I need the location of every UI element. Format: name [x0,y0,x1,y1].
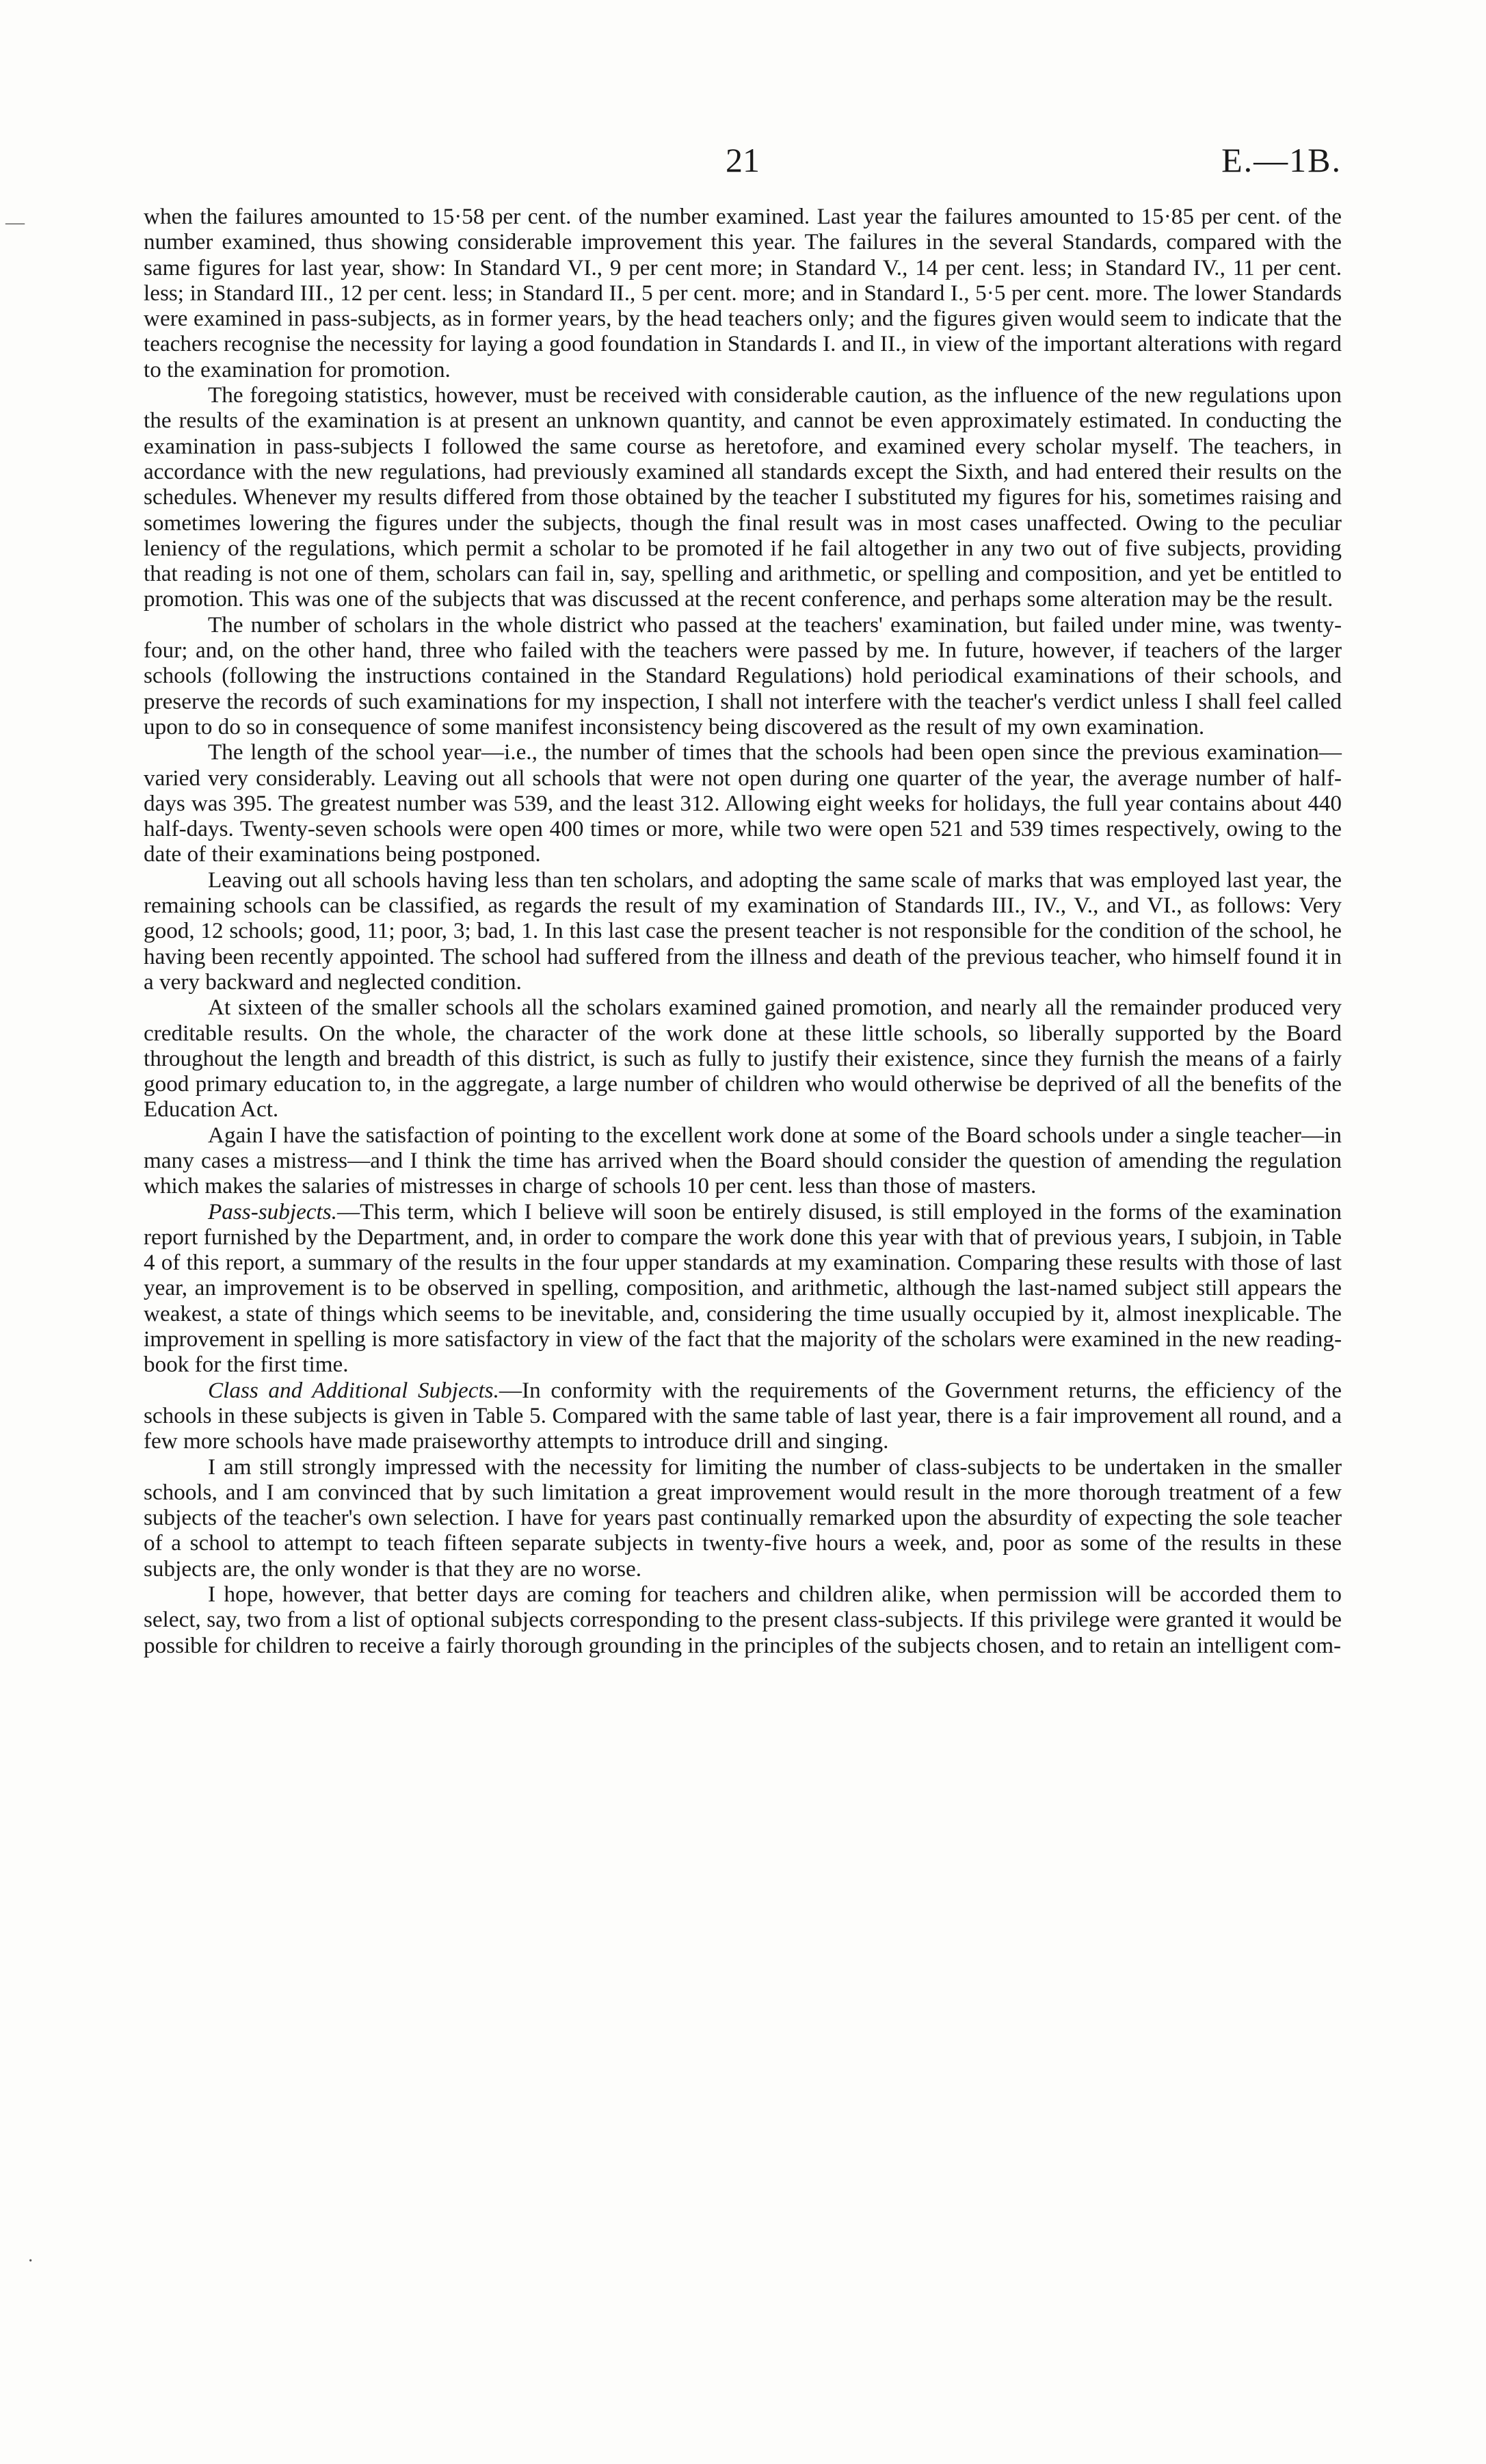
paragraph-heading: Pass-subjects. [208,1198,337,1224]
paragraph: when the failures amounted to 15·58 per cent. of the number examined. Last year the failures amounted to 15·85 per cent. of the number examined, thus showing considerable improvement this year. The failures in the several Standards, compared with the same figures for last year, show: In Standard VI., 9 per cent more; in Standard V., 14 per cent. less; in Standard IV., 11 per cent. less; in Standard III., 12 per cent. less; in Standard II., 5 per cent. more; and in Standard I., 5·5 per cent. more. The lower Standards were examined in pass-subjects, as in former years, by the head teachers only; and the figures given would seem to indicate that the teachers recognise the necessity for laying a good foundation in Standards I. and II., in view of the important alterations with regard to the examination for promotion. [144,204,1342,382]
paragraph: I am still strongly impressed with the necessity for limiting the number of class-subjects to be undertaken in the smaller schools, and I am convinced that by such limitation a great improvement would result in the more thorough treatment of a few subjects of the teacher's own selection. I have for years past continually remarked upon the absurdity of expecting the sole teacher of a school to attempt to teach fifteen separate subjects in twenty-five hours a week, and, poor as some of the results in these subjects are, the only wonder is that they are no worse. [144,1454,1342,1582]
paragraph-heading: Class and Additional Subjects. [208,1377,499,1403]
paragraph: The foregoing statistics, however, must be received with considerable caution, as the influence of the new regulations upon the results of the examination is at present an unknown quantity, and cannot be even approximately estimated. In conducting the examination in pass-subjects I followed the same course as heretofore, and examined every scholar myself. The teachers, in accordance with the new regulations, had previously examined all standards except the Sixth, and had entered their results on the schedules. Whenever my results differed from those obtained by the teacher I substituted my figures for his, sometimes raising and sometimes lowering the figures under the subjects, though the final result was in most cases unaffected. Owing to the peculiar leniency of the regulations, which permit a scholar to be promoted if he fail altogether in any two out of five subjects, providing that reading is not one of them, scholars can fail in, say, spelling and arithmetic, or spelling and composition, and yet be entitled to promotion. This was one of the subjects that was discussed at the recent conference, and perhaps some alteration may be the result. [144,382,1342,612]
paragraph: At sixteen of the smaller schools all the scholars examined gained promotion, and nearly all the remainder produced very creditable results. On the whole, the character of the work done at these little schools, so liberally supported by the Board throughout the length and breadth of this district, is such as fully to justify their existence, since they furnish the means of a fairly good primary education to, in the aggregate, a large number of children who would otherwise be deprived of all the benefits of the Education Act. [144,995,1342,1123]
document-reference: E.—1B. [1221,141,1342,179]
paragraph: Pass-subjects.—This term, which I believe will soon be entirely disused, is still employed in the forms of the examination report furnished by the Department, and, in order to compare the work done this year with that of previous years, I subjoin, in Table 4 of this report, a summary of the results in the four upper standards at my examination. Comparing these results with those of last year, an improvement is to be observed in spelling, composition, and arithmetic, although the last-named subject still appears the weakest, a state of things which seems to be inevitable, and, considering the time usually occupied by it, almost inexplicable. The improvement in spelling is more satisfactory in view of the fact that the majority of the scholars were examined in the new reading-book for the first time. [144,1198,1342,1378]
paragraph: Again I have the satisfaction of pointing to the excellent work done at some of the Board schools under a single teacher—in many cases a mistress—and I think the time has arrived when the Board should consider the question of amending the regulation which makes the salaries of mistresses in charge of schools 10 per cent. less than those of masters. [144,1122,1342,1199]
margin-mark: · [27,2251,34,2272]
page-number: 21 [726,141,760,179]
paragraph: Class and Additional Subjects.—In conformity with the requirements of the Government returns, the efficiency of the schools in these subjects is given in Table 5. Compared with the same table of last year, there is a fair improvement all round, and a few more schools have made praiseworthy attempts to introduce drill and singing. [144,1377,1342,1454]
margin-mark: ― [5,212,25,233]
paragraph: The length of the school year—i.e., the number of times that the schools had been open since the previous examination—varied very considerably. Leaving out all schools that were not open during one quarter of the year, the average number of half-days was 395. The greatest number was 539, and the least 312. Allowing eight weeks for holidays, the full year contains about 440 half-days. Twenty-seven schools were open 400 times or more, while two were open 521 and 539 times respectively, owing to the date of their examinations being postponed. [144,739,1342,867]
paragraph: The number of scholars in the whole district who passed at the teachers' examination, but failed under mine, was twenty-four; and, on the other hand, three who failed with the teachers were passed by me. In future, however, if teachers of the larger schools (following the instructions contained in the Standard Regulations) hold periodical examinations of their schools, and preserve the records of such examinations for my inspection, I shall not interfere with the teacher's verdict unless I shall feel called upon to do so in consequence of some manifest inconsistency being discovered as the result of my own examination. [144,612,1342,739]
body-text [144,204,1342,1658]
paragraph: I hope, however, that better days are coming for teachers and children alike, when permission will be accorded them to select, say, two from a list of optional subjects corresponding to the present class-subjects. If this privilege were granted it would be possible for children to receive a fairly thorough grounding in the principles of the subjects chosen, and to retain an intelligent com- [144,1582,1342,1658]
page-header [144,140,1342,188]
paragraph: Leaving out all schools having less than ten scholars, and adopting the same scale of marks that was employed last year, the remaining schools can be classified, as regards the result of my examination of Standards III., IV., V., and VI., as follows: Very good, 12 schools; good, 11; poor, 3; bad, 1. In this last case the present teacher is not responsible for the condition of the school, he having been recently appointed. The school had suffered from the illness and death of the previous teacher, who himself found it in a very backward and neglected condition. [144,867,1342,995]
